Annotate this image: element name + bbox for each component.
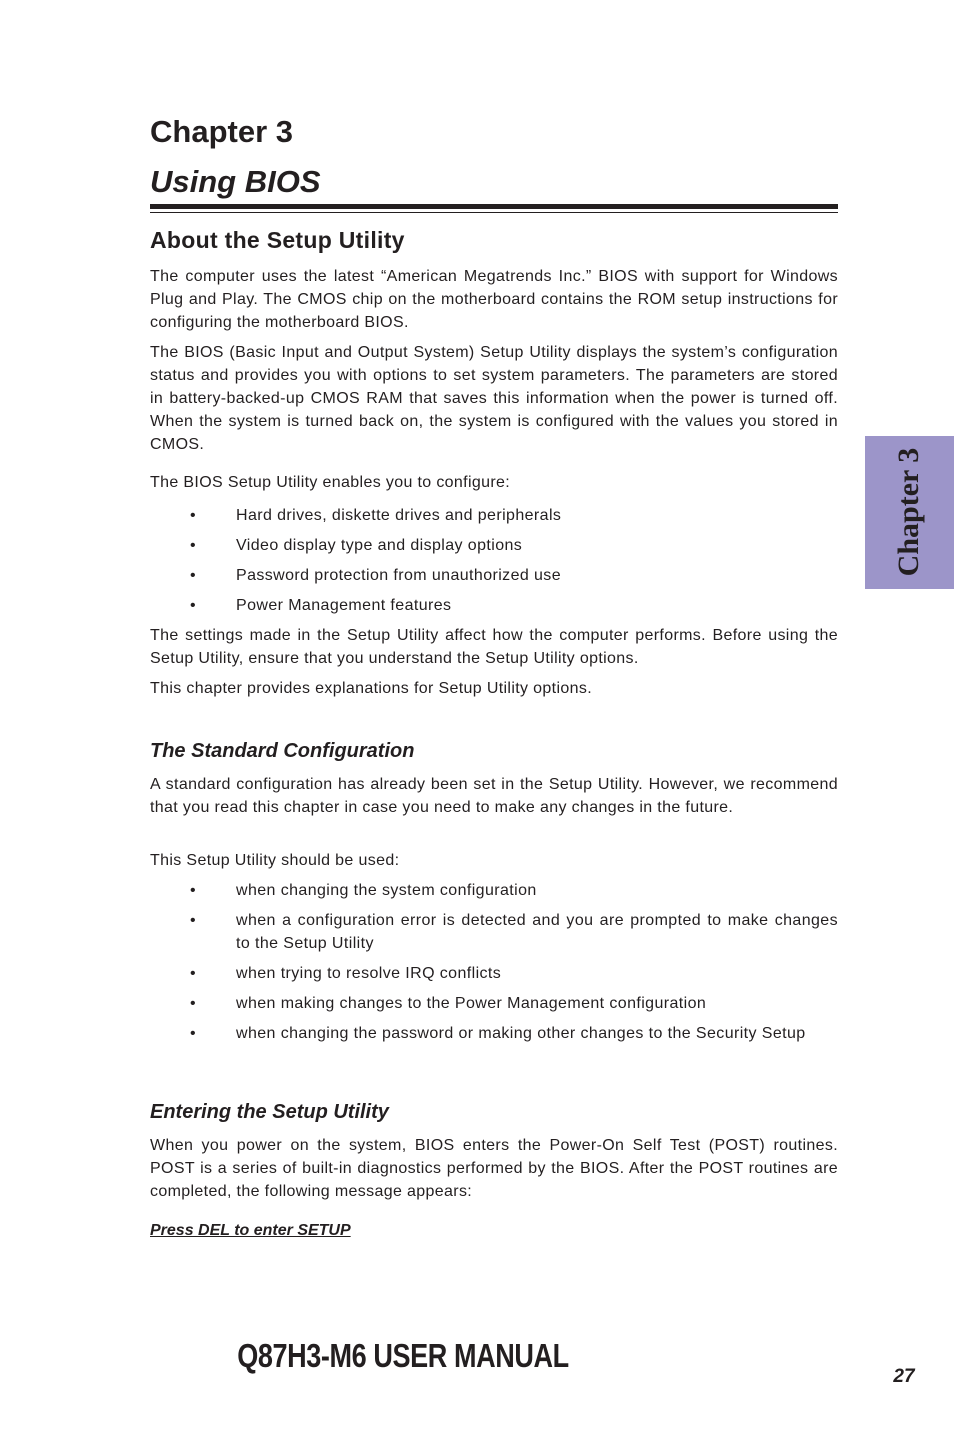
chapter-side-tab bbox=[865, 436, 954, 589]
section-heading-about: About the Setup Utility bbox=[150, 227, 405, 253]
usage-list bbox=[150, 879, 838, 1045]
manual-title-footer: Q87H3-M6 USER MANUAL bbox=[237, 1337, 569, 1374]
about-paragraph-4: The settings made in the Setup Utility affect how the computer performs. Before using the Setup Utility, ensure that you understand the Setup Utility options. bbox=[150, 627, 838, 667]
chapter-title: Using BIOS bbox=[150, 164, 321, 199]
standard-paragraph-2: This Setup Utility should be used: bbox=[150, 852, 400, 869]
list-item: • Power Management features bbox=[190, 597, 452, 614]
list-item: • when trying to resolve IRQ conflicts bbox=[190, 965, 502, 982]
chapter-number: Chapter 3 bbox=[150, 114, 293, 149]
list-item: • Password protection from unauthorized use bbox=[190, 567, 562, 584]
list-item: • when making changes to the Power Management configuration bbox=[190, 995, 707, 1012]
entering-paragraph-1: When you power on the system, BIOS enters the Power-On Self Test (POST) routines. POST is a series of built-in diagnostics performed by the BIOS. After the POST routines are completed, the following message appears: bbox=[150, 1137, 838, 1200]
chapter-side-tab-label: Chapter 3 bbox=[892, 447, 925, 577]
standard-paragraph-1: A standard configuration has already been set in the Setup Utility. However, we recommend that you read this chapter in case you need to make any changes in the future. bbox=[150, 776, 838, 816]
list-item: • when changing the password or making other changes to the Security Setup bbox=[190, 1025, 806, 1042]
list-item: • when changing the system configuration bbox=[190, 882, 537, 899]
list-item: • Hard drives, diskette drives and peripherals bbox=[190, 507, 562, 524]
about-paragraph-1: The computer uses the latest “American Megatrends Inc.” BIOS with support for Windows Plug and Play. The CMOS chip on the motherboard contains the ROM setup instructions for configuring the motherboard BIOS. bbox=[150, 268, 838, 331]
list-item: • Video display type and display options bbox=[190, 537, 523, 554]
page-number: 27 bbox=[893, 1366, 915, 1387]
about-paragraph-2: The BIOS (Basic Input and Output System) Setup Utility displays the system’s configuration status and provides you with options to set system parameters. The parameters are stored in battery-backed-up CMOS RAM that saves this information when the power is turned off. When the system is turned back on, the system is configured with the values you stored in CMOS. bbox=[150, 344, 838, 453]
about-paragraph-5: This chapter provides explanations for Setup Utility options. bbox=[150, 680, 593, 697]
setup-message: Press DEL to enter SETUP bbox=[150, 1222, 351, 1239]
title-rule bbox=[150, 204, 838, 213]
section-heading-entering: Entering the Setup Utility bbox=[150, 1101, 389, 1123]
about-paragraph-3: The BIOS Setup Utility enables you to configure: bbox=[150, 474, 511, 491]
configure-list bbox=[150, 504, 838, 617]
section-heading-standard: The Standard Configuration bbox=[150, 740, 415, 762]
list-item: • when a configuration error is detected and you are prompted to make changes to the Setup Utility bbox=[190, 912, 838, 952]
